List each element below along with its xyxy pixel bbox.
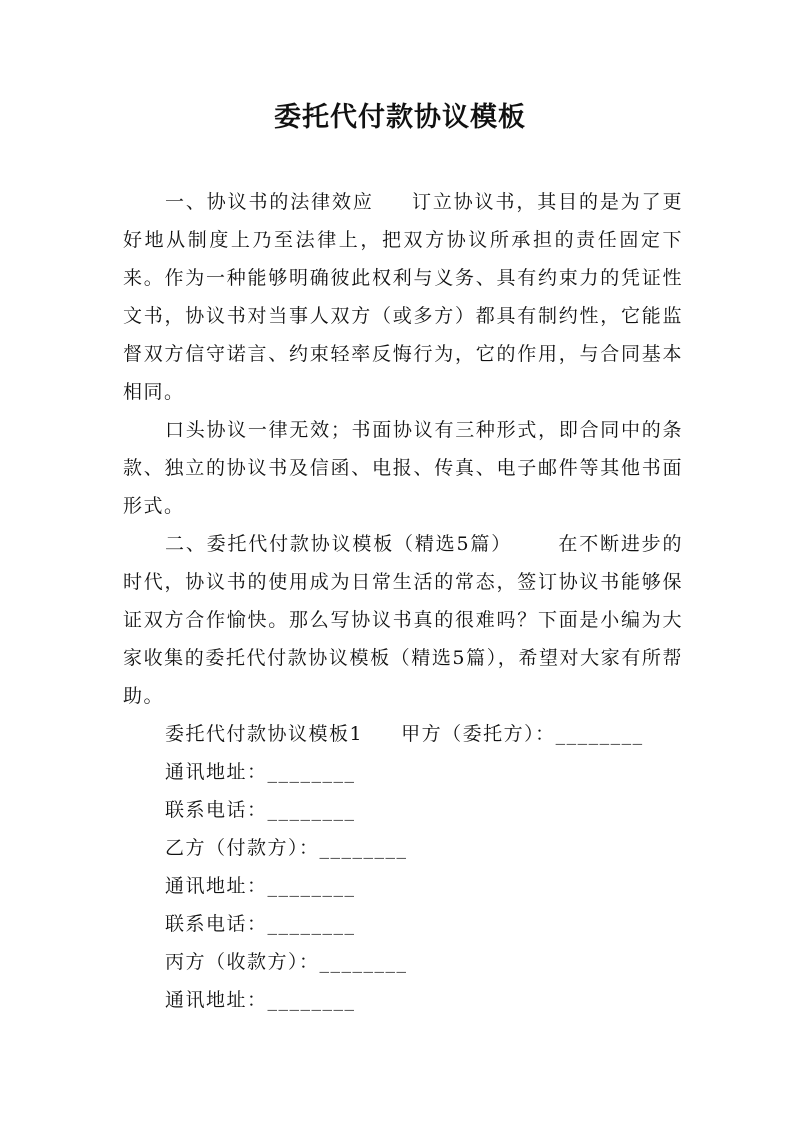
party-b-field: 乙方（付款方）：________ bbox=[165, 837, 408, 859]
template-1-heading: 委托代付款协议模板1 bbox=[165, 723, 364, 745]
address-field-2: 通讯地址：________ bbox=[165, 875, 356, 897]
party-a-field: 甲方（委托方）：________ bbox=[401, 723, 644, 745]
document-title: 委托代付款协议模板 bbox=[274, 102, 526, 133]
phone-field-1: 联系电话：________ bbox=[165, 799, 356, 821]
address-field-1: 通讯地址：________ bbox=[165, 761, 356, 783]
section-1-text: 订立协议书，其目的是为了更好地从制度上乃至法律上，把双方协议所承担的责任固定下来。作为一种能够明确彼此权利与义务、具有约束力的凭证性文书，协议书对当事人双方（或多方）都具有制约性，它能监督双方信守诺言、约束轻率反悔行为，它的作用，与合同基本相同。 bbox=[123, 191, 683, 403]
section-2-text: 在不断进步的时代，协议书的使用成为日常生活的常态，签订协议书能够保证双方合作愉快。那么写协议书真的很难吗？下面是小编为大家收集的委托代付款协议模板（精选5篇），希望对大家有所帮助。 bbox=[123, 533, 683, 707]
section-1-paragraph bbox=[123, 183, 683, 411]
template-1-heading-line bbox=[123, 715, 683, 753]
party-c-field: 丙方（收款方）：________ bbox=[165, 951, 408, 973]
oral-agreement-paragraph: 口头协议一律无效；书面协议有三种形式，即合同中的条款、独立的协议书及信函、电报、传真、电子邮件等其他书面形式。 bbox=[123, 419, 683, 517]
address-field-3: 通讯地址：________ bbox=[165, 989, 356, 1011]
section-1-heading: 一、协议书的法律效应 bbox=[165, 191, 374, 213]
document-body bbox=[123, 183, 683, 1019]
section-2-paragraph bbox=[123, 525, 683, 715]
phone-field-2: 联系电话：________ bbox=[165, 913, 356, 935]
section-2-heading: 二、委托代付款协议模板（精选5篇） bbox=[165, 533, 513, 555]
